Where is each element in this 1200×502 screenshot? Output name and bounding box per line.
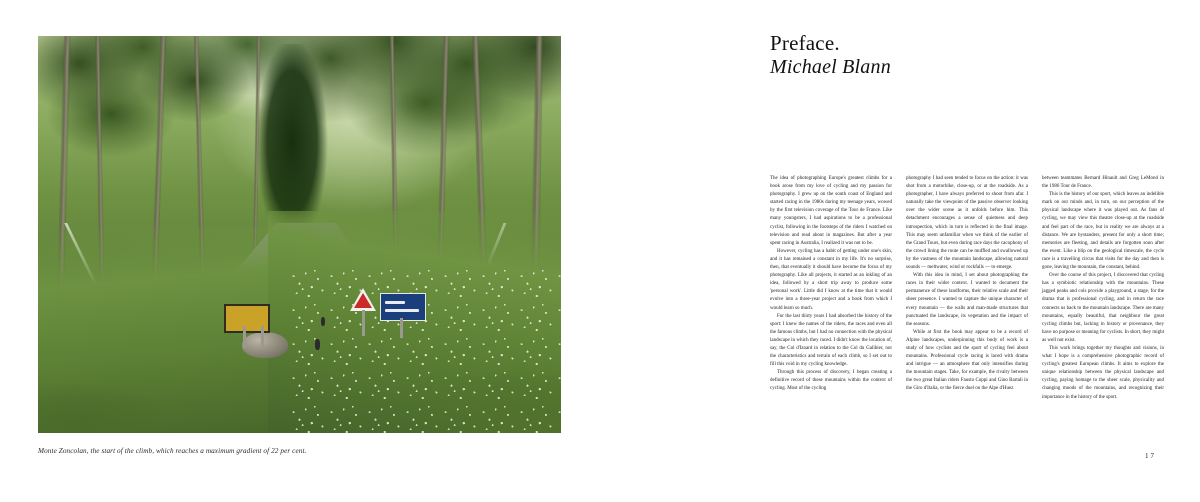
wildflowers <box>289 266 561 433</box>
page-number: 17 <box>1145 452 1156 460</box>
text-column-1 <box>770 175 892 402</box>
page-title: Preface. <box>770 31 840 55</box>
sign-text-line-2 <box>385 309 419 312</box>
photo-caption: Monte Zoncolan, the start of the climb, which reaches a maximum gradient of 22 per cent. <box>38 447 307 455</box>
photograph-frame <box>38 36 561 433</box>
paragraph: However, cycling has a habit of getting under one's skin, and it has remained a constant in my life. It's no surprise, then, that eventually it should have become the focus of my photography. Like all projects, it started as an inkling of an idea, followed by a short trip away to produce some 'personal work'. Little did I know at the time that it would evolve into a three-year project and a book from which I would learn so much. <box>770 248 892 311</box>
cyclist-figure <box>321 317 325 326</box>
paragraph: For the last thirty years I had absorbed the history of the sport: I knew the names of the riders, the races and even all the famous climbs, but I had no connection with the physical landscape in which they raced. I didn't know the location of, say, the Col d'Izoard in relation to the Col du Galibier, nor the characteristics and terrain of each climb, so I set out to fill this void in my cycling knowledge. <box>770 313 892 368</box>
direction-sign-liariis-monte-zoncolan <box>380 293 426 321</box>
sign-post <box>243 326 246 348</box>
cyclist-figure <box>315 339 320 350</box>
paragraph: Over the course of this project, I discovered that cycling has a symbiotic relationship with the mountains. These jagged peaks and cols provide a playground, a stage, for the drama that is professional cycling, and in return the race connects us back to the mountain landscape. There are many mountains, equally beautiful, that neighbour the great cycling climbs but, lacking in history or provenance, they have no purpose or meaning for cyclists. In short, they might as well not exist. <box>1042 273 1164 343</box>
text-column-2 <box>906 175 1028 402</box>
text-column-3 <box>1042 175 1164 402</box>
page-subtitle-author: Michael Blann <box>770 55 891 78</box>
paragraph: photography I had seen tended to focus on the action: it was shot from a motorbike, close-up, or at the roadside. As a photographer, I have always preferred to shoot from afar. I naturally take the viewpoint of the passive observer looking over the wider scene as it unfolds before him. This detachment encourages a sense of quietness and deep introspection, which in turn is reflected in the final image. This may seem unfamiliar when we think of the earlier of the Grand Tours, but even during race days the cacophony of the crowd lining the route can be muffled and swallowed up by the vastness of the mountain landscape, allowing natural sounds — meltwater, wind or rockfalls — to emerge. <box>906 176 1028 271</box>
paragraph: between teammates Bernard Hinault and Greg LeMond in the 1986 Tour de France. <box>1042 176 1164 190</box>
sign-post <box>261 326 264 348</box>
paragraph: While at first the book may appear to be a record of Alpine landscapes, underpinning this body of work is a study of how cyclists and the sport of cycling feel about mountains. Professional cycle racing is laced with drama and intrigue — an atmosphere that only intensifies during the mountain stages. Take, for example, the rivalry between the two great Italian riders Fausto Coppi and Gino Bartali in the Giro d'Italia, or the fierce duel on the Alpe d'Huez <box>906 329 1028 392</box>
sign-post <box>400 318 403 338</box>
preface-body-columns <box>770 175 1164 402</box>
sign-text-line-1 <box>385 301 405 304</box>
paragraph: This work brings together my thoughts and visions, in what I hope is a comprehensive photographic record of cycling's greatest European climbs. It aims to explore the unique relationship between the physical landscape and cycling, paying homage to the sheer scale, physicality and changing moods of the mountains, and recognizing their importance in the history of the sport. <box>1042 345 1164 400</box>
preface-title-block <box>770 32 1100 79</box>
roadside-boulder <box>242 332 288 358</box>
paragraph: The idea of photographing Europe's greatest climbs for a book arose from my love of cycling and my passion for photography. I grew up on the south coast of England and started racing in the 1980s during my teenage years, wowed by the first television coverage of the Tour de France. Like many youngsters, I had aspirations to be a professional cyclist, following in the footsteps of the riders I watched on television and read about in magazines. But after a year spent racing in Australia, I realized it was not to be. <box>770 176 892 246</box>
right-page <box>600 0 1200 502</box>
paragraph: With this idea in mind, I set about photographing the races in their wider context. I wanted to document the permanence of these landforms, their relative scale and their sheer presence. I wanted to capture the unique character of every mountain — the walls and man-made structures that punctuated the landscape, its vegetation and the impact of the seasons. <box>906 273 1028 327</box>
sign-post <box>362 310 365 336</box>
paragraph: Through this process of discovery, I began creating a definitive record of these mountains within the context of cycling. Most of the cycling <box>770 370 892 392</box>
paragraph: This is the history of our sport, which leaves an indelible mark on our minds and, in turn, on our perception of the physical landscape where it was played out. As fans of cycling, we may view this theatre close-up at the roadside and feel part of the race, but in reality we are always at a distance. We are bystanders, present for only a short time; memories are fleeting, and details are forgotten soon after the event. Like a blip on the geological timescale, the cycle race is a travelling circus that visits for the day and then is gone, leaving the mountain, the constant, behind. <box>1042 192 1164 271</box>
monte-zoncolan-photograph <box>38 36 561 433</box>
